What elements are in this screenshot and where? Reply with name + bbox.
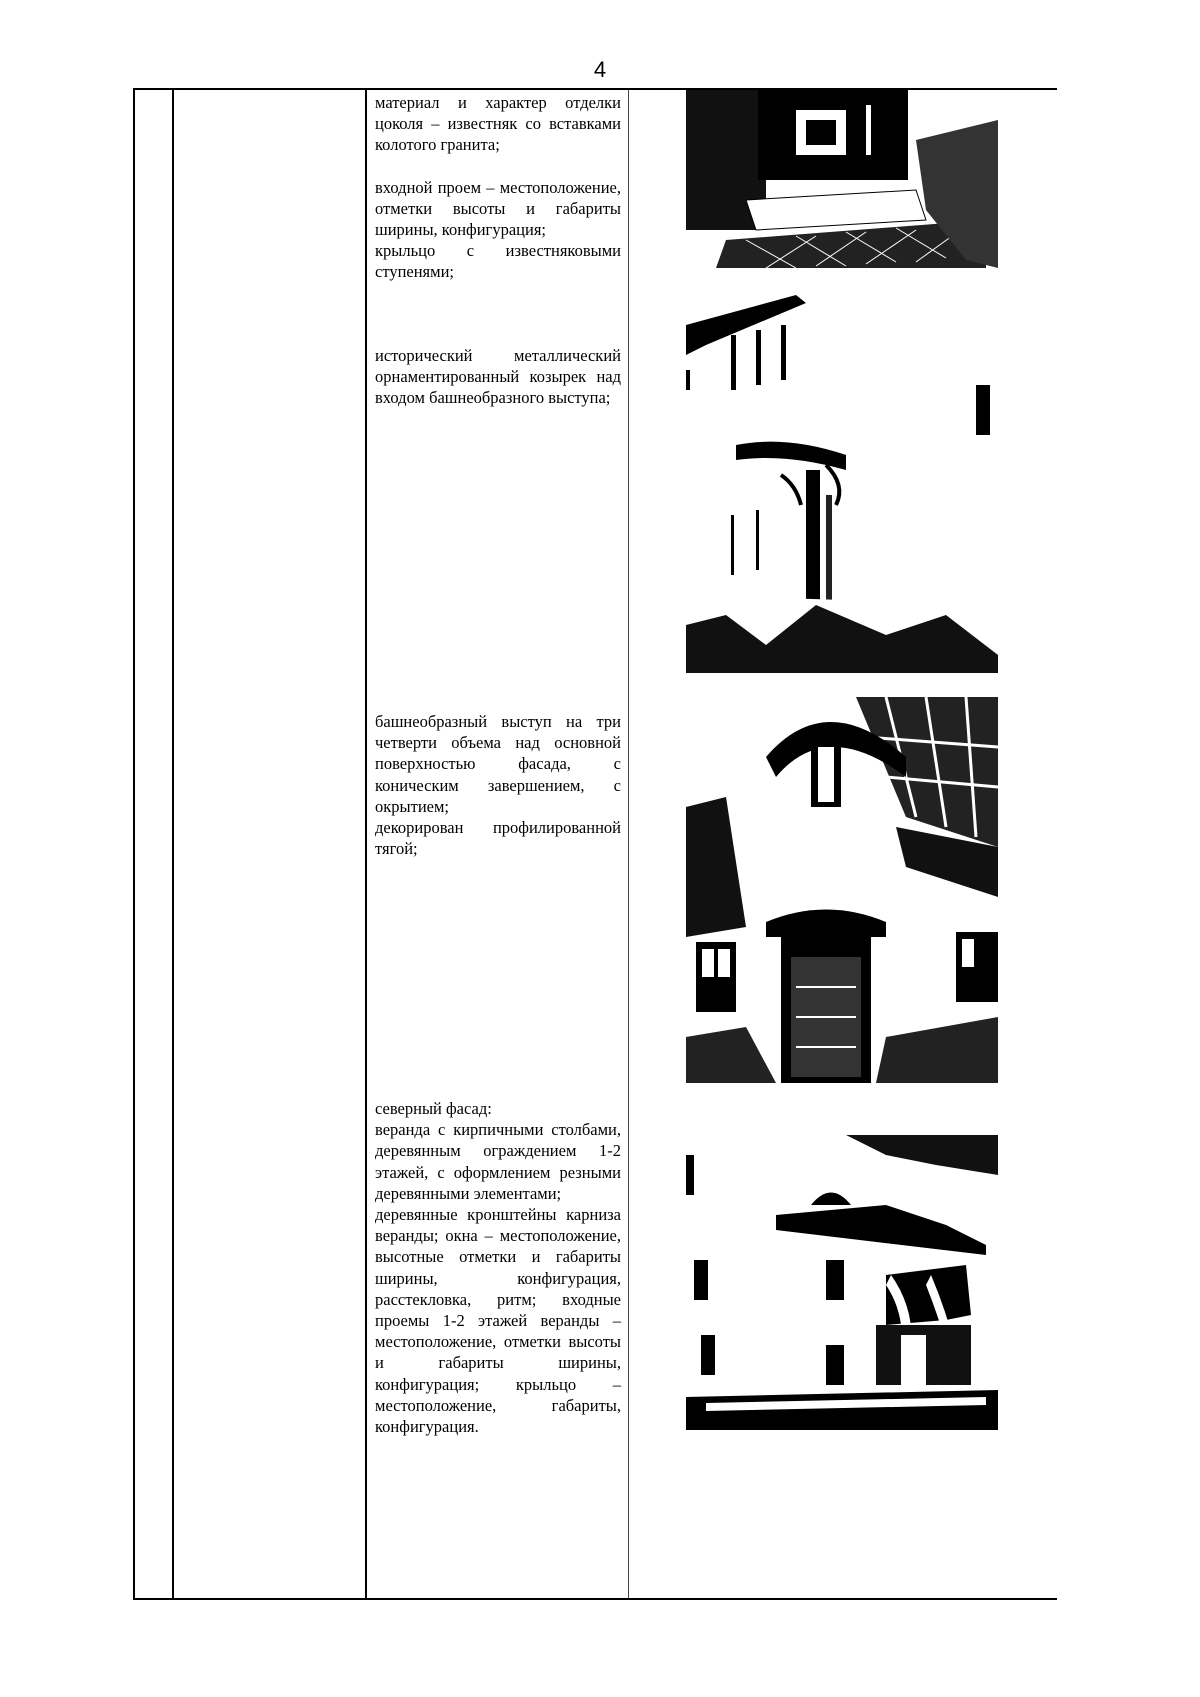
spacer (375, 156, 621, 177)
table-column-name (174, 90, 367, 1598)
description-paragraph: башнеобразный выступ на три четверти объема над основной поверхностью фасада, с коническим завершением, с окрытием; (375, 712, 621, 816)
table-column-description (367, 90, 629, 1598)
description-paragraph: декорирован профилированной тягой; (375, 818, 621, 859)
description-paragraph: деревянные кронштейны карниза веранды; окна – местоположение, высотные отметки и габариты ширины, конфигурация, расстекловка, ритм; входные проемы 1-2 этажей веранды – местоположение, отметки высоты и габариты ширины, конфигурация; крыльцо – местоположение, габариты, конфигурация. (375, 1205, 621, 1437)
north-facade-veranda-photo (686, 1135, 998, 1430)
heritage-elements-table (133, 88, 1057, 1600)
description-paragraph: материал и характер отделки цоколя – известняк со вставками колотого гранита; (375, 93, 621, 155)
description-paragraph: входной проем – местоположение, отметки высоты и габариты ширины, конфигурация; (375, 177, 621, 240)
description-paragraph: крыльцо с известняковыми ступенями; (375, 241, 621, 282)
table-column-photos (629, 90, 1059, 1598)
table-column-index (135, 90, 174, 1598)
description-block-north-facade (375, 1098, 621, 1437)
description-block-canopy (375, 345, 621, 409)
description-block-plinth-entrance (375, 92, 621, 283)
page-number: 4 (593, 57, 607, 82)
description-paragraph: северный фасад: (375, 1099, 492, 1118)
description-paragraph: исторический металлический орнаментированный козырек над входом башнеобразного выступа; (375, 346, 621, 408)
entrance-steps-photo (686, 90, 998, 268)
metal-canopy-photo (686, 295, 998, 673)
description-paragraph: веранда с кирпичными столбами, деревянным ограждением 1-2 этажей, с оформлением резными деревянными элементами; (375, 1120, 621, 1203)
tower-projection-photo (686, 697, 998, 1083)
description-block-tower (375, 711, 621, 859)
